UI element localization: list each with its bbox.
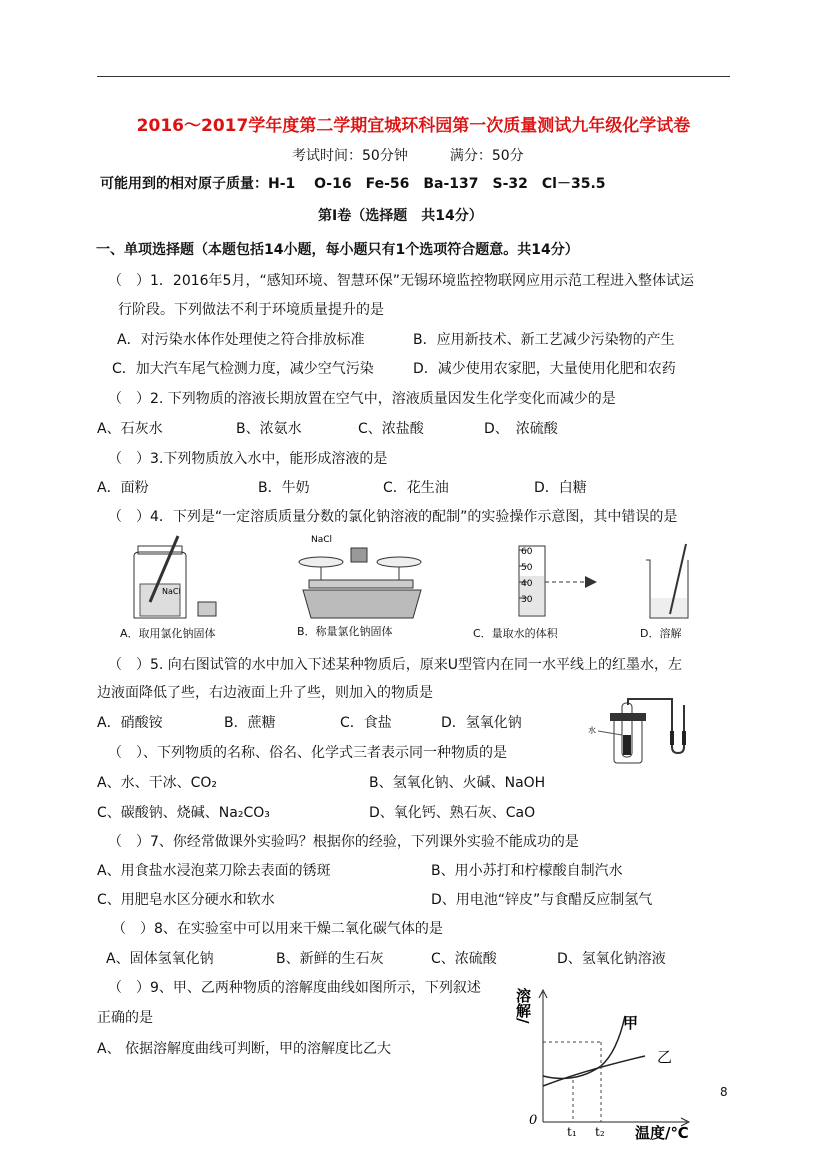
q5-option-d: D．氢氧化钠 (441, 715, 522, 731)
q4-caption-b: B．称量氯化钠固体 (297, 625, 393, 638)
section-title: 第Ⅰ卷（选择题 共14分） (318, 208, 483, 224)
q5-stem-line2: 边液面降低了些，右边液面上升了些，则加入的物质是 (97, 685, 433, 701)
solubility-graph (505, 972, 705, 1142)
q1-option-a: A．对污染水体作处理使之符合排放标准 (117, 332, 365, 348)
q6-stem: （ ）、下列物质的名称、俗名、化学式三者表示同一种物质的是 (108, 745, 507, 761)
q7-option-b: B、用小苏打和柠檬酸自制汽水 (431, 863, 623, 879)
curve-yi-label: 乙 (657, 1048, 673, 1066)
q3-option-c: C．花生油 (383, 480, 449, 496)
q4-caption-a: A．取用氯化钠固体 (120, 627, 216, 640)
atomic-masses: 可能用到的相对原子质量：H-1 O-16 Fe-56 Ba-137 S-32 Cl－35.5 (100, 176, 606, 192)
q2-option-a: A、石灰水 (97, 421, 163, 437)
q8-option-d: D、氢氧化钠溶液 (557, 951, 666, 967)
graph-origin: 0 (529, 1113, 538, 1128)
q8-option-c: C、浓硫酸 (431, 951, 497, 967)
q5-option-c: C．食盐 (340, 715, 392, 731)
q7-stem: （ ）7、你经常做课外实验吗？根据你的经验，下列课外实验不能成功的是 (108, 834, 579, 850)
nacl-balance-label: NaCl (311, 535, 333, 545)
t1-label: t₁ (567, 1125, 577, 1139)
q4-caption-c: C．量取水的体积 (473, 627, 558, 640)
q1-stem-line1: （ ）1．2016年5月，“感知环境、智慧环保”无锡环境监控物联网应用示范工程进入整体试运 (108, 273, 694, 289)
q4-caption-d: D．溶解 (640, 627, 682, 640)
q5-option-a: A．硝酸铵 (97, 715, 163, 731)
graph-ylabel: 溶解/ (514, 988, 532, 1024)
t2-label: t₂ (595, 1125, 605, 1139)
cylinder-mark-60: 60 (521, 547, 533, 557)
q5-stem-line1: （ ）5. 向右图试管的水中加入下述某种物质后，原来U型管内在同一水平线上的红墨水，左 (108, 657, 683, 673)
q9-stem-line1: （ ）9、甲、乙两种物质的溶解度曲线如图所示，下列叙述 (108, 980, 481, 996)
q7-option-c: C、用肥皂水区分硬水和软水 (97, 892, 275, 908)
q3-option-d: D．白糖 (534, 480, 587, 496)
q8-option-b: B、新鲜的生石灰 (276, 951, 384, 967)
q3-stem: （ ）3.下列物质放入水中，能形成溶液的是 (108, 451, 388, 467)
q1-option-c: C．加大汽车尾气检测力度，减少空气污染 (112, 361, 374, 377)
cylinder-mark-30: 30 (521, 595, 533, 605)
water-label: 水 (588, 726, 596, 735)
nacl-jar-label: NaCl (162, 587, 181, 596)
nacl-jar-figure (120, 532, 230, 622)
curve-jia (543, 1016, 625, 1078)
q4-stem: （ ）4．下列是“一定溶质质量分数的氯化钠溶液的配制”的实验操作示意图，其中错误的是 (108, 509, 678, 525)
graph-xlabel: 温度/℃ (635, 1124, 689, 1142)
q3-option-a: A．面粉 (97, 480, 149, 496)
eye-icon (585, 576, 597, 588)
q6-option-b: B、氢氧化钠、火碱、NaOH (369, 775, 546, 791)
q5-option-b: B．蔗糖 (224, 715, 276, 731)
q7-option-a: A、用食盐水浸泡菜刀除去表面的锈斑 (97, 863, 331, 879)
beaker-figure (640, 540, 700, 622)
balance-figure (295, 530, 430, 625)
exam-info: 考试时间：50分钟 满分：50分 (292, 148, 524, 164)
q8-option-a: A、固体氢氧化钠 (106, 951, 214, 967)
page-number: 8 (720, 1085, 728, 1099)
q2-option-d: D、 浓硫酸 (484, 421, 558, 437)
cylinder-mark-50: 50 (521, 563, 533, 573)
curve-jia-label: 甲 (623, 1014, 639, 1032)
q1-stem-line2: 行阶段。下列做法不利于环境质量提升的是 (118, 302, 384, 318)
q6-option-d: D、氧化钙、熟石灰、CaO (369, 805, 536, 821)
q6-option-c: C、碳酸钠、烧碱、Na₂CO₃ (97, 805, 270, 821)
u-tube-figure (588, 695, 698, 767)
q2-stem: （ ）2. 下列物质的溶液长期放置在空气中，溶液质量因发生化学变化而减少的是 (108, 391, 616, 407)
q9-stem-line2: 正确的是 (97, 1010, 153, 1026)
q2-option-c: C、浓盐酸 (358, 421, 424, 437)
cylinder-mark-40: 40 (521, 579, 533, 589)
q1-option-b: B．应用新技术、新工艺减少污染物的产生 (413, 332, 675, 348)
q1-option-d: D．减少使用农家肥，大量使用化肥和农药 (413, 361, 676, 377)
graduated-cylinder-figure (505, 538, 615, 620)
q2-option-b: B、浓氨水 (236, 421, 302, 437)
q3-option-b: B．牛奶 (258, 480, 310, 496)
q9-option-a: A、 依据溶解度曲线可判断，甲的溶解度比乙大 (97, 1041, 392, 1057)
q7-option-d: D、用电池“锌皮”与食醋反应制氢气 (431, 892, 653, 908)
q6-option-a: A、水、干冰、CO₂ (97, 775, 217, 791)
header-rule (97, 76, 730, 77)
q8-stem: （ ）8、在实验室中可以用来干燥二氧化碳气体的是 (112, 921, 443, 937)
part-heading: 一、单项选择题（本题包括14小题，每小题只有1个选项符合题意。共14分） (96, 242, 579, 258)
exam-title: 2016～2017学年度第二学期宜城环科园第一次质量测试九年级化学试卷 (136, 116, 691, 136)
